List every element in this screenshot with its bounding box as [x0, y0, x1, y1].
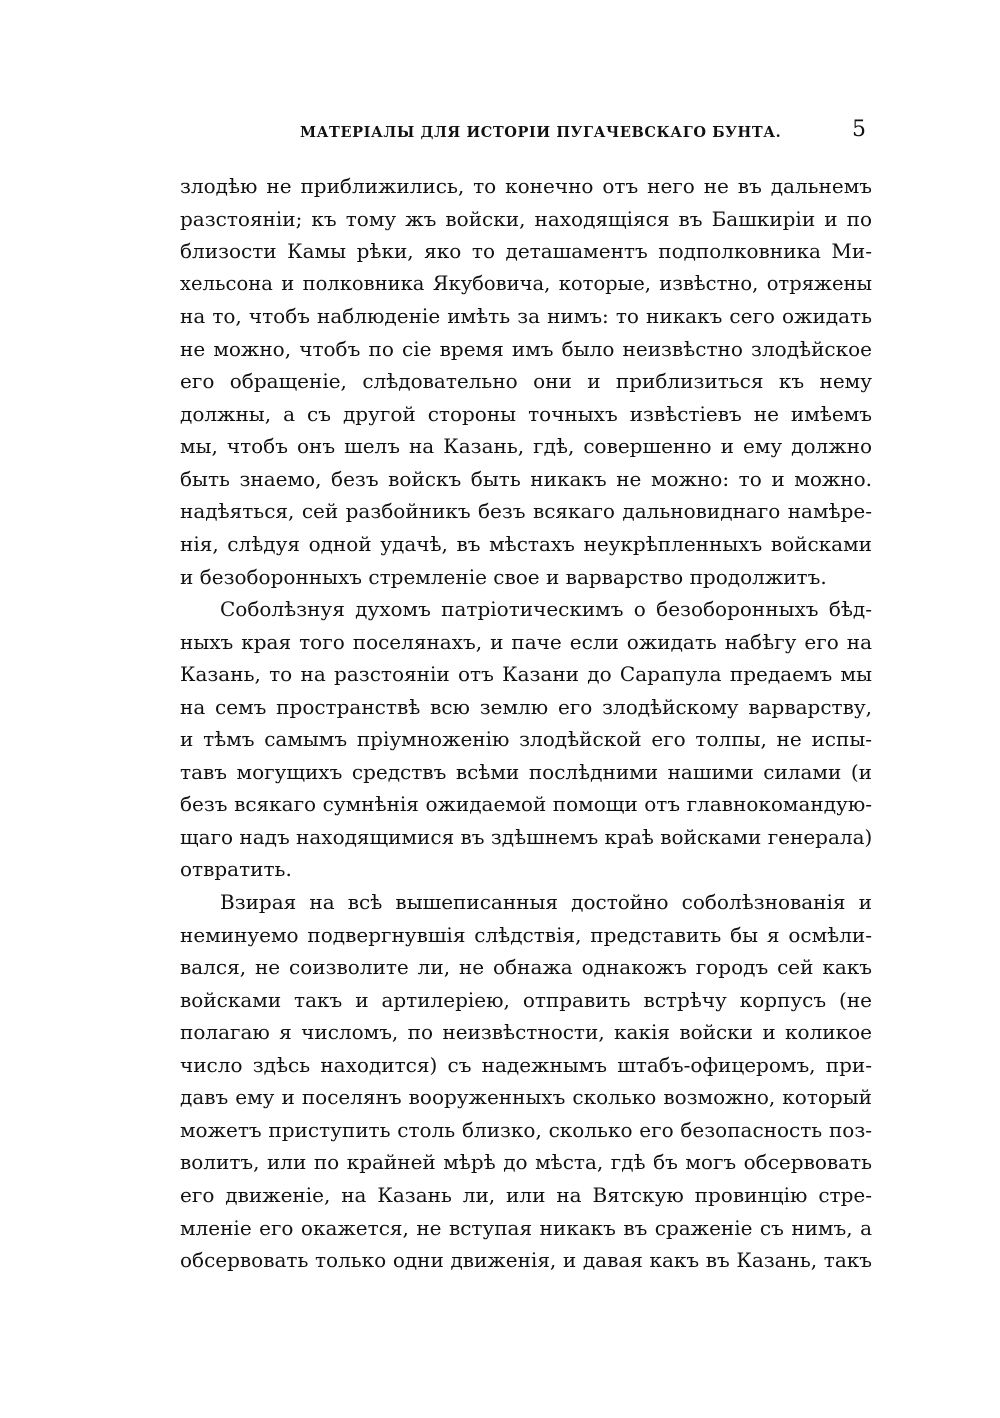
page-number: 5 [852, 117, 866, 142]
text-line: быть знаемо, безъ войскъ быть никакъ не можно: то и можно. [180, 466, 872, 491]
text-line: давъ ему и поселянъ вооруженныхъ сколько возможно, который [180, 1085, 872, 1110]
text-line: щаго надъ находящимися въ здѣшнемъ краѣ войсками генерала) [180, 824, 872, 849]
text-line: отвратить. [180, 857, 292, 882]
text-line: Казань, то на разстояніи отъ Казани до Сарапула предаемъ мы [180, 662, 872, 687]
text-line: волитъ, или по крайней мѣрѣ до мѣста, гдѣ бъ могъ обсервовать [180, 1150, 872, 1175]
text-line: Взирая на всѣ вышеписанныя достойно соболѣзнованія и [220, 890, 872, 915]
text-line: войсками такъ и артилеріею, отправить встрѣчу корпусъ (не [180, 987, 872, 1012]
text-line: надѣяться, сей разбойникъ безъ всякаго дальновиднаго намѣре- [180, 499, 872, 524]
paragraph-1 [180, 170, 872, 593]
text-line: злодѣю не приближились, то конечно отъ него не въ дальнемъ [180, 174, 872, 198]
text-line: тавъ могущихъ средствъ всѣми послѣдними нашими силами (и [180, 759, 872, 784]
text-line: и безоборонныхъ стремленіе свое и варварство продолжитъ. [180, 564, 827, 589]
text-line: и тѣмъ самымъ пріумноженію злодѣйской его толпы, не испы- [180, 727, 872, 752]
text-line: вался, не соизволите ли, не обнажа однакожъ городъ сей какъ [180, 955, 872, 980]
text-line: должны, а съ другой стороны точныхъ извѣстіевъ не имѣемъ [180, 401, 872, 426]
body-text [180, 170, 872, 1277]
text-line: хельсона и полковника Якубовича, которые, извѣстно, отряжены [180, 271, 872, 295]
text-line: его обращеніе, слѣдовательно они и приблизиться къ нему [180, 369, 872, 394]
text-line: безъ всякаго сумнѣнія ожидаемой помощи отъ главнокомандую- [180, 792, 872, 817]
text-line: разстояніи; къ тому жъ войски, находящіяся въ Башкиріи и по [180, 206, 872, 231]
text-line: на семъ пространствѣ всю землю его злодѣйскому варварству, [180, 694, 872, 719]
text-line: можетъ приступить столь близко, сколько его безопасность поз- [180, 1117, 872, 1142]
text-line: обсервовать только одни движенія, и давая какъ въ Казань, такъ [180, 1248, 872, 1273]
text-line: его движеніе, на Казань ли, или на Вятскую провинцію стре- [180, 1182, 872, 1207]
text-line: на то, чтобъ наблюденіе имѣть за нимъ: то никакъ сего ожидать [180, 304, 872, 329]
paragraph-3 [180, 886, 872, 1277]
page-header [300, 117, 880, 144]
text-line: мы, чтобъ онъ шелъ на Казань, гдѣ, совершенно и ему должно [180, 434, 872, 459]
text-line: нія, слѣдуя одной удачѣ, въ мѣстахъ неукрѣпленныхъ войсками [180, 532, 872, 557]
text-line: мленіе его окажется, не вступая никакъ въ сраженіе съ нимъ, а [180, 1215, 872, 1240]
text-line: ныхъ края того поселянахъ, и паче если ожидать набѣгу его на [180, 629, 872, 654]
running-title: МАТЕРІАЛЫ ДЛЯ ИСТОРІИ ПУГАЧЕВСКАГО БУНТА. [300, 124, 782, 141]
text-line: не можно, чтобъ по сіе время имъ было неизвѣстно злодѣйское [180, 336, 872, 361]
text-line: число здѣсь находится) съ надежнымъ штабъ-офицеромъ, при- [180, 1052, 872, 1077]
text-line: близости Камы рѣки, яко то деташаментъ подполковника Ми- [180, 239, 872, 264]
text-line: Соболѣзнуя духомъ патріотическимъ о безоборонныхъ бѣд- [220, 597, 872, 622]
text-line: полагаю я числомъ, по неизвѣстности, какія войски и коликое [180, 1020, 872, 1045]
text-line: неминуемо подвергнувшія слѣдствія, представить бы я осмѣли- [180, 922, 872, 947]
paragraph-2 [180, 593, 872, 886]
